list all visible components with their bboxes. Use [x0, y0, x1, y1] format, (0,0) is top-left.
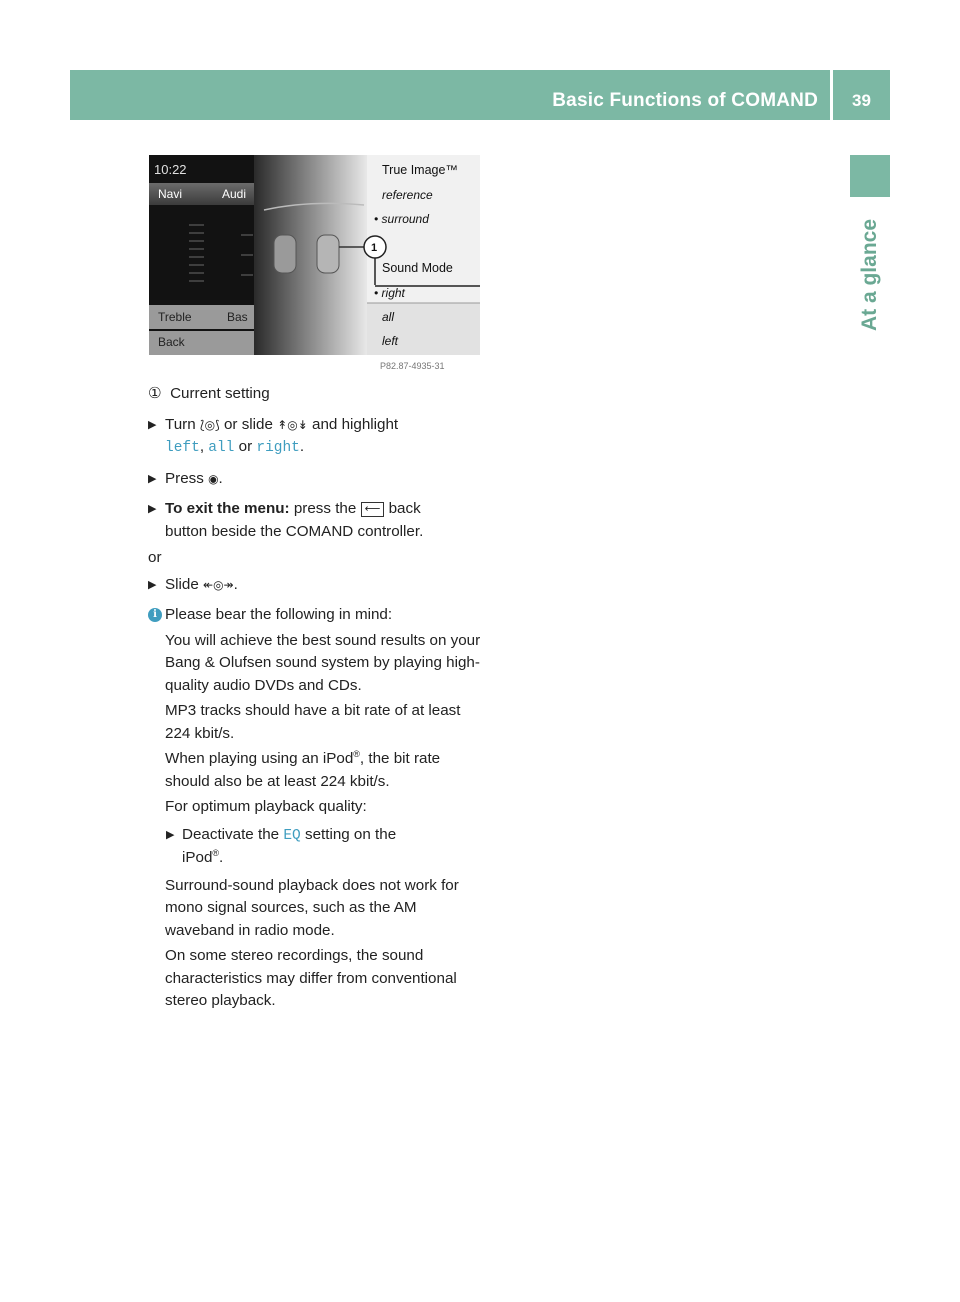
- step-arrow-icon: ▶: [148, 503, 157, 515]
- figure-code: P82.87-4935-31: [380, 361, 445, 371]
- note-p2: MP3 tracks should have a bit rate of at least 224 kbit/s.: [165, 702, 461, 742]
- legend-item: [148, 383, 488, 406]
- or-line: or: [148, 549, 162, 566]
- instructions: [148, 383, 488, 1013]
- note-p6: On some stereo recordings, the sound characteristics may differ from conventional stereo playback.: [165, 947, 457, 1009]
- note-p3: When playing using an iPod®, the bit rate should also be at least 224 kbit/s.: [165, 748, 441, 790]
- step-slide: ▶ Slide ↞◎↠.: [148, 574, 488, 597]
- menu-true-image: True Image™: [382, 163, 458, 177]
- callout-number: 1: [371, 242, 378, 254]
- page-title: Basic Functions of COMAND: [552, 90, 818, 111]
- option-right: right: [256, 440, 300, 456]
- press-controller-icon: ◉: [208, 471, 219, 486]
- back-key-icon: ⟵: [361, 502, 385, 517]
- section-label: [850, 205, 890, 345]
- slide-leftright-icon: ↞◎↠: [203, 577, 234, 592]
- section-tab: [850, 155, 890, 197]
- option-left: left: [165, 440, 200, 456]
- step-arrow-icon: ▶: [166, 828, 175, 841]
- screen-tab-audio: Audi: [222, 187, 247, 201]
- screen-clock: 10:22: [154, 162, 187, 177]
- menu-sound-mode: Sound Mode: [382, 261, 453, 275]
- step-exit: ▶ To exit the menu: press the ⟵ back button beside the COMAND controller.: [148, 500, 424, 540]
- turn-controller-icon: ⟅◎⟆: [199, 417, 220, 432]
- menu-surround: • surround: [374, 212, 429, 226]
- legend-marker: ①: [148, 385, 162, 402]
- info-note-continued: [148, 875, 488, 1013]
- menu-reference: reference: [382, 188, 433, 202]
- screen-back: Back: [158, 335, 185, 349]
- screen-tab-navi: Navi: [158, 187, 183, 201]
- info-icon: i: [148, 608, 162, 622]
- comand-screen-illustration: [149, 155, 480, 355]
- eq-setting: EQ: [283, 827, 301, 844]
- menu-all: all: [382, 310, 395, 324]
- option-all: all: [208, 440, 235, 456]
- note-intro: Please bear the following in mind:: [165, 606, 393, 623]
- section-label-text: At a glance: [858, 218, 881, 332]
- screen-bass: Bas: [227, 310, 248, 324]
- note-p1: You will achieve the best sound results on your Bang & Olufsen sound system by playing high-quality audio DVDs and CDs.: [165, 631, 481, 694]
- step-turn: ▶ Turn ⟅◎⟆ or slide ↟◎↡ and highlight left, all or right.: [148, 415, 399, 456]
- step-press: ▶ Press ◉.: [148, 468, 488, 491]
- note-p5: Surround-sound playback does not work for mono signal sources, such as the AM waveband in radio mode.: [165, 876, 459, 939]
- menu-left: left: [382, 334, 399, 348]
- note-p4: For optimum playback quality:: [165, 798, 367, 815]
- substep-deactivate-eq: ▶ Deactivate the EQ setting on the iPod®.: [166, 825, 397, 866]
- info-note: [148, 604, 488, 819]
- menu-right: • right: [374, 286, 405, 300]
- screen-treble: Treble: [158, 310, 192, 324]
- page-number: 39: [852, 91, 871, 110]
- legend-text: Current setting: [170, 385, 270, 402]
- step-arrow-icon: ▶: [148, 578, 157, 591]
- step-arrow-icon: ▶: [148, 418, 157, 431]
- comand-screen-figure: [149, 155, 480, 355]
- step-arrow-icon: ▶: [148, 472, 157, 485]
- slide-updown-icon: ↟◎↡: [277, 417, 308, 432]
